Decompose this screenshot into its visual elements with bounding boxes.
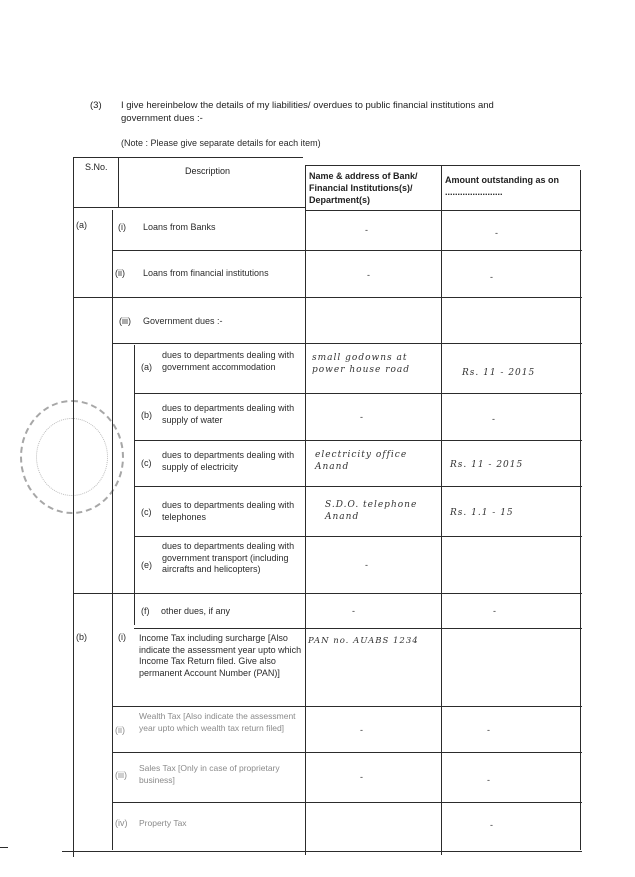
office-stamp-inner — [36, 418, 108, 496]
row-description: Income Tax including surcharge [Also indicate the assessment year upto which Income Tax Return filed. Give also permanent Account Number (PAN)] — [139, 633, 302, 678]
row-description: dues to departments dealing with supply of electricity — [162, 450, 295, 472]
row-sno: (b) — [76, 632, 87, 642]
header-amount: Amount outstanding as on ....................... — [445, 175, 559, 197]
row-amount: - — [492, 414, 495, 424]
table-line — [112, 250, 582, 251]
row-name: - — [367, 270, 370, 280]
row-name: - — [352, 606, 355, 616]
table-line — [112, 752, 582, 753]
row-description: Government dues :- — [143, 316, 223, 326]
row-description: dues to departments dealing with government accommodation — [162, 350, 295, 372]
table-line — [134, 628, 582, 629]
table-line — [112, 802, 582, 803]
table-line — [134, 536, 582, 537]
row-sub: (e) — [141, 560, 152, 570]
table-line — [112, 343, 582, 344]
header-name-address: Name & address of Bank/ Financial Institutions(s)/ Department(s) — [309, 171, 418, 205]
row-sub: (i) — [118, 632, 126, 642]
row-sub: (f) — [141, 606, 150, 616]
row-description: Wealth Tax [Also indicate the assessment year upto which wealth tax return filed] — [139, 711, 296, 733]
row-sno: (a) — [76, 220, 87, 230]
row-amount: - — [490, 820, 493, 830]
section-number: (3) — [90, 100, 102, 111]
row-amount: - — [493, 606, 496, 616]
table-line — [134, 486, 582, 487]
row-name: - — [365, 560, 368, 570]
row-description: Loans from Banks — [143, 222, 216, 232]
header-description: Description — [185, 166, 231, 176]
margin-mark — [0, 847, 8, 848]
table-line — [305, 165, 580, 166]
table-line — [73, 207, 305, 208]
table-line — [305, 210, 580, 211]
row-amount-handwritten: Rs. 1.1 - 15 — [450, 508, 514, 518]
row-sub: (i) — [118, 222, 126, 232]
row-description: Property Tax — [139, 818, 187, 828]
table-line — [73, 157, 303, 158]
row-sub: (ii) — [115, 268, 125, 278]
table-divider — [134, 345, 135, 625]
table-line — [112, 706, 582, 707]
row-name-handwritten: PAN no. AUABS 1234 — [308, 636, 419, 646]
row-description: dues to departments dealing with government transport (including aircrafts and helicopters) — [162, 541, 295, 574]
row-name: - — [360, 725, 363, 735]
row-description: Loans from financial institutions — [143, 268, 269, 278]
table-line — [134, 393, 582, 394]
row-description: dues to departments dealing with telephones — [162, 500, 295, 522]
row-sub: (iii) — [119, 316, 131, 326]
intro-line-2: government dues :- — [121, 113, 203, 124]
table-line — [73, 297, 582, 298]
row-amount: - — [487, 775, 490, 785]
row-description: Sales Tax [Only in case of proprietary business] — [139, 763, 280, 785]
row-name: - — [360, 772, 363, 782]
row-amount: - — [490, 272, 493, 282]
note-text: (Note : Please give separate details for each item) — [121, 138, 321, 148]
row-name-handwritten: electricity office Anand — [315, 450, 408, 472]
table-line — [62, 851, 582, 852]
row-sub: (c) — [141, 507, 152, 517]
intro-line-1: I give hereinbelow the details of my liabilities/ overdues to public financial institutions and — [121, 100, 494, 111]
row-amount-handwritten: Rs. 11 - 2015 — [462, 368, 536, 378]
row-sub: (iv) — [115, 818, 128, 828]
row-amount-handwritten: Rs. 11 - 2015 — [450, 460, 524, 470]
row-description: dues to departments dealing with supply of water — [162, 403, 295, 425]
table-divider — [118, 157, 119, 207]
table-border-right — [580, 170, 581, 850]
row-name-handwritten: S.D.O. telephone Anand — [325, 500, 418, 522]
table-divider — [112, 210, 113, 850]
row-name: - — [360, 412, 363, 422]
row-sub: (c) — [141, 458, 152, 468]
row-amount: - — [487, 725, 490, 735]
table-line — [73, 593, 582, 594]
row-name-handwritten: small godowns at power house road — [312, 353, 411, 375]
row-sub: (b) — [141, 410, 152, 420]
row-sub: (a) — [141, 362, 152, 372]
header-sno: S.No. — [85, 162, 108, 172]
row-description: other dues, if any — [161, 606, 231, 616]
table-line — [134, 440, 582, 441]
row-sub: (ii) — [115, 725, 125, 735]
row-sub: (iii) — [115, 770, 127, 780]
row-name: - — [365, 225, 368, 235]
row-amount: - — [495, 228, 498, 238]
